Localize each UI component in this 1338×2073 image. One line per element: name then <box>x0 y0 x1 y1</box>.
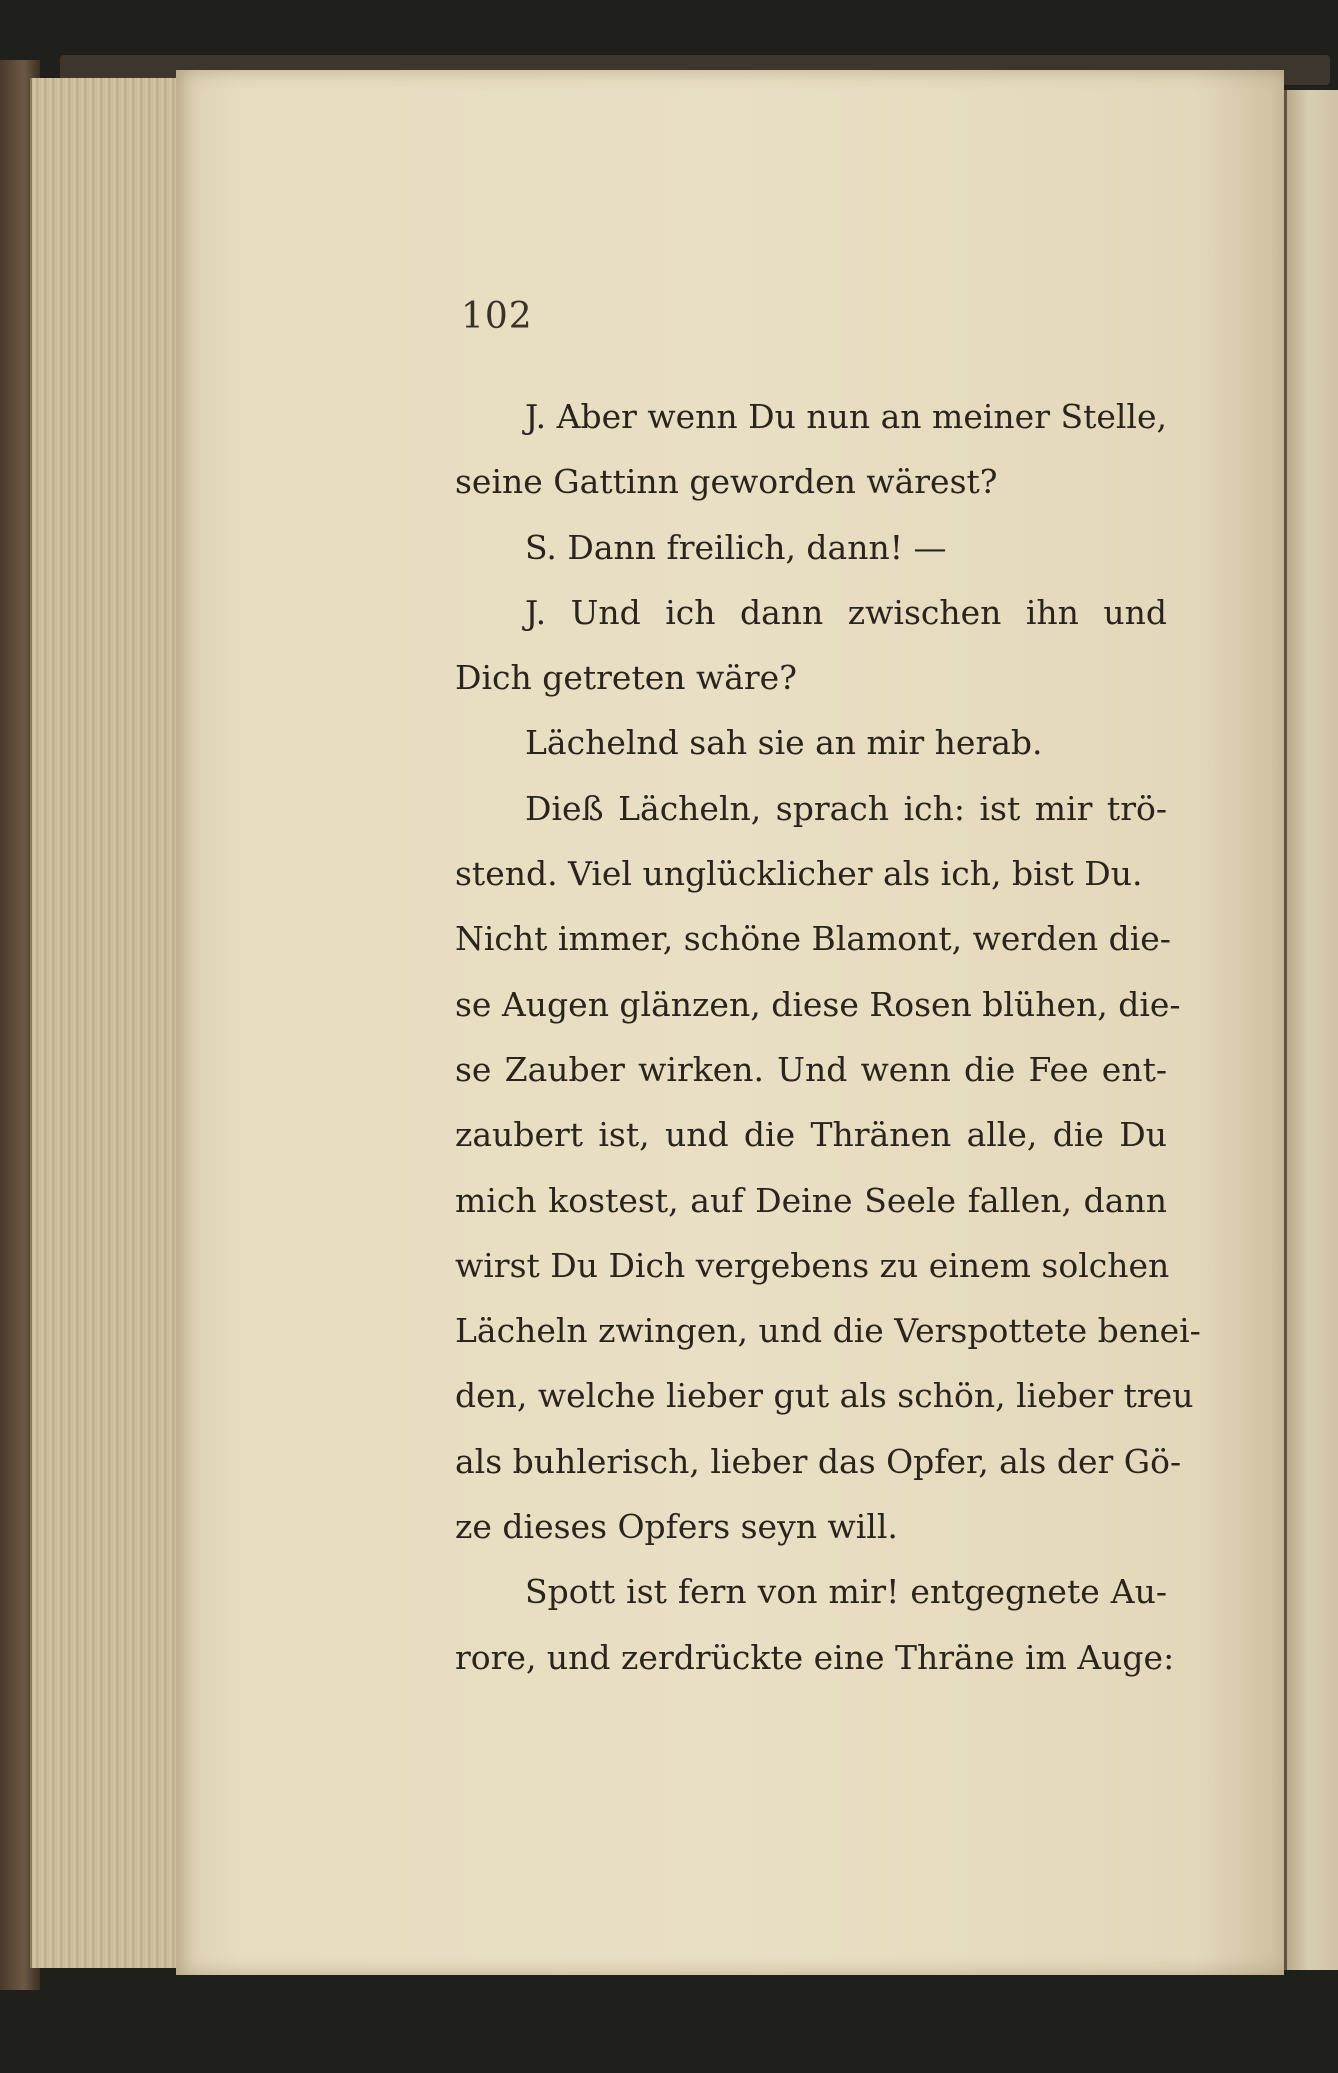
text-line: J. Und ich dann zwischen ihn und <box>525 592 1167 632</box>
text-line: seine Gattinn geworden wärest? <box>455 462 998 502</box>
page-edges <box>30 78 192 1968</box>
text-line: zaubert ist, und die Thränen alle, die Du <box>455 1115 1167 1155</box>
text-line: rore, und zerdrückte eine Thräne im Auge: <box>455 1637 1175 1677</box>
text-line: ze dieses Opfers seyn will. <box>455 1507 898 1547</box>
text-line: Nicht immer, schöne Blamont, werden die- <box>455 919 1171 959</box>
text-line: mich kostest, auf Deine Seele fallen, dann <box>455 1180 1167 1220</box>
text-line: Spott ist fern von mir! entgegnete Au- <box>525 1572 1167 1612</box>
facing-page-edge <box>1284 90 1338 1970</box>
text-line: Lächeln zwingen, und die Verspottete benei- <box>455 1311 1201 1351</box>
text-line: Lächelnd sah sie an mir herab. <box>525 723 1043 763</box>
text-line: als buhlerisch, lieber das Opfer, als der Gö- <box>455 1441 1182 1481</box>
text-line: J. Aber wenn Du nun an meiner Stelle, <box>525 397 1167 436</box>
page-number: 102 <box>461 296 533 337</box>
text-line: stend. Viel unglücklicher als ich, bist Du. <box>455 854 1143 894</box>
page-text <box>455 384 1201 1690</box>
text-line: se Zauber wirken. Und wenn die Fee ent- <box>455 1049 1167 1089</box>
text-line: den, welche lieber gut als schön, lieber treu <box>455 1376 1194 1416</box>
text-line: Dich getreten wäre? <box>455 658 797 698</box>
text-line: se Augen glänzen, diese Rosen blühen, die- <box>455 984 1181 1024</box>
text-line: S. Dann freilich, dann! — <box>525 527 947 567</box>
text-line: wirst Du Dich vergebens zu einem solchen <box>455 1245 1170 1285</box>
text-line: Dieß Lächeln, sprach ich: ist mir trö- <box>525 788 1167 828</box>
